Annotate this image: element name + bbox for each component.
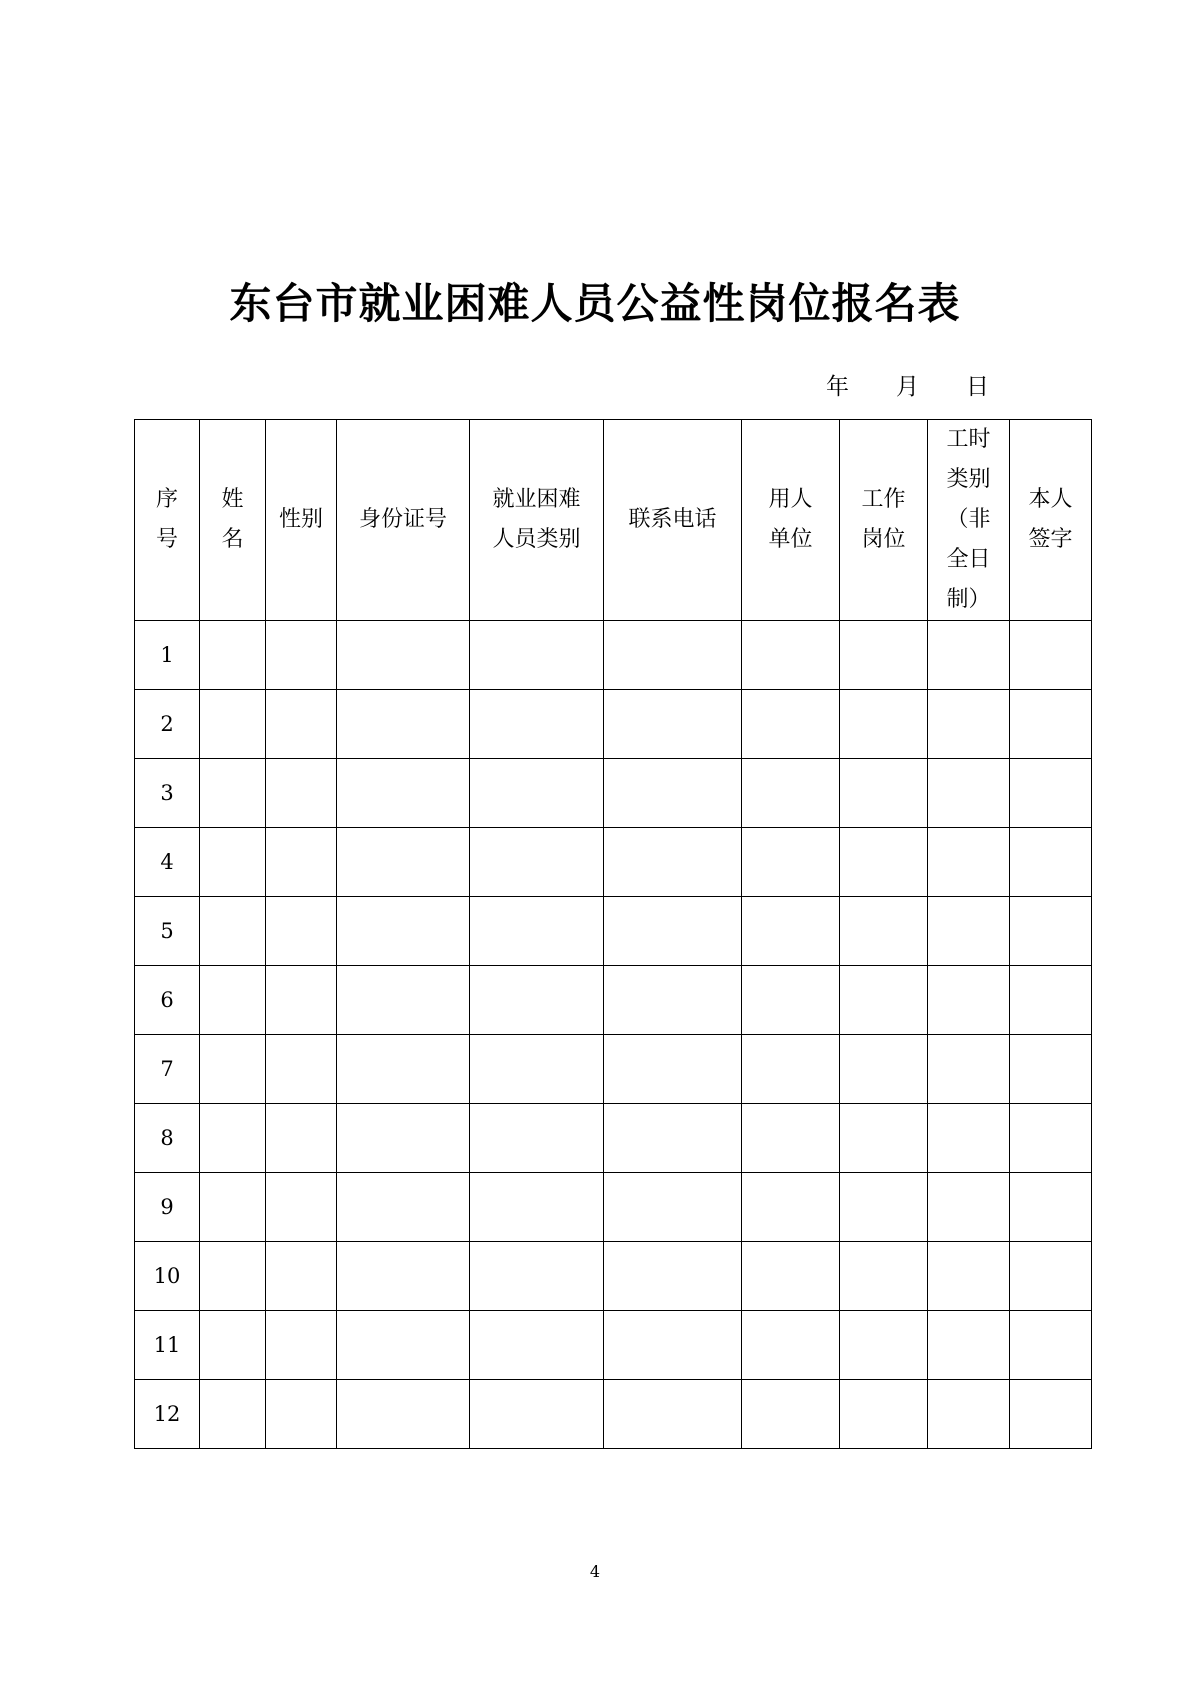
form-cell[interactable] xyxy=(200,759,266,828)
form-cell[interactable] xyxy=(200,1104,266,1173)
form-cell[interactable] xyxy=(928,966,1010,1035)
form-cell[interactable] xyxy=(1010,1173,1092,1242)
column-header xyxy=(337,420,470,621)
form-cell[interactable] xyxy=(604,621,742,690)
form-cell[interactable] xyxy=(840,1242,928,1311)
form-cell[interactable] xyxy=(470,1311,604,1380)
form-cell[interactable] xyxy=(928,1104,1010,1173)
row-number: 7 xyxy=(135,1035,200,1104)
table-row xyxy=(135,1311,1092,1380)
form-cell[interactable] xyxy=(1010,621,1092,690)
row-number: 4 xyxy=(135,828,200,897)
form-cell[interactable] xyxy=(742,759,840,828)
form-cell[interactable] xyxy=(200,1173,266,1242)
column-header-line: 名 xyxy=(221,527,244,552)
form-cell[interactable] xyxy=(1010,1380,1092,1449)
row-number: 1 xyxy=(135,621,200,690)
column-header xyxy=(1010,420,1092,621)
form-cell[interactable] xyxy=(200,1035,266,1104)
column-header-line: 制） xyxy=(946,587,991,612)
form-cell[interactable] xyxy=(337,690,470,759)
table-row xyxy=(135,897,1092,966)
form-cell[interactable] xyxy=(470,1380,604,1449)
form-cell[interactable] xyxy=(266,759,337,828)
row-number: 11 xyxy=(135,1311,200,1380)
column-header-label xyxy=(628,500,716,540)
form-cell[interactable] xyxy=(928,690,1010,759)
table-row xyxy=(135,1104,1092,1173)
form-cell[interactable] xyxy=(337,621,470,690)
column-header xyxy=(470,420,604,621)
row-number: 6 xyxy=(135,966,200,1035)
form-cell[interactable] xyxy=(200,690,266,759)
form-cell[interactable] xyxy=(742,1311,840,1380)
column-header xyxy=(928,420,1010,621)
form-cell[interactable] xyxy=(840,966,928,1035)
column-header xyxy=(200,420,266,621)
form-cell[interactable] xyxy=(337,828,470,897)
form-cell[interactable] xyxy=(200,1380,266,1449)
form-cell[interactable] xyxy=(742,1035,840,1104)
form-cell[interactable] xyxy=(470,690,604,759)
form-cell[interactable] xyxy=(742,897,840,966)
form-cell[interactable] xyxy=(604,1380,742,1449)
form-cell[interactable] xyxy=(1010,1104,1092,1173)
form-cell[interactable] xyxy=(604,828,742,897)
column-header-line: 姓 xyxy=(221,487,244,512)
form-cell[interactable] xyxy=(266,1173,337,1242)
table-row xyxy=(135,966,1092,1035)
form-cell[interactable] xyxy=(604,690,742,759)
form-cell[interactable] xyxy=(200,828,266,897)
form-cell[interactable] xyxy=(742,690,840,759)
table-row xyxy=(135,828,1092,897)
row-number: 9 xyxy=(135,1173,200,1242)
column-header-label xyxy=(156,480,178,560)
form-cell[interactable] xyxy=(266,1311,337,1380)
form-cell[interactable] xyxy=(604,1035,742,1104)
column-header-label xyxy=(768,480,812,560)
column-header-label xyxy=(359,500,447,540)
form-cell[interactable] xyxy=(337,1380,470,1449)
form-cell[interactable] xyxy=(928,1380,1010,1449)
form-cell[interactable] xyxy=(840,1104,928,1173)
column-header-line: 就业困难 xyxy=(492,487,581,512)
form-cell[interactable] xyxy=(604,1242,742,1311)
form-cell[interactable] xyxy=(266,1380,337,1449)
form-cell[interactable] xyxy=(840,828,928,897)
column-header-label xyxy=(221,480,243,560)
form-cell[interactable] xyxy=(470,1104,604,1173)
table-body xyxy=(135,621,1092,1449)
form-cell[interactable] xyxy=(840,621,928,690)
column-header-label xyxy=(492,480,580,560)
column-header-line: 全日 xyxy=(946,547,991,572)
form-cell[interactable] xyxy=(742,966,840,1035)
column-header-line: 身份证号 xyxy=(358,507,447,532)
date-day-label: 日 xyxy=(966,374,989,400)
column-header-label xyxy=(279,500,323,540)
column-header-label xyxy=(1028,480,1072,560)
column-header-line: 性别 xyxy=(278,507,323,532)
column-header xyxy=(135,420,200,621)
form-cell[interactable] xyxy=(200,897,266,966)
registration-table xyxy=(134,419,1092,1449)
form-cell[interactable] xyxy=(1010,1311,1092,1380)
row-number: 12 xyxy=(135,1380,200,1449)
form-cell[interactable] xyxy=(470,759,604,828)
form-cell[interactable] xyxy=(840,897,928,966)
form-cell[interactable] xyxy=(266,690,337,759)
form-cell[interactable] xyxy=(604,759,742,828)
form-cell[interactable] xyxy=(200,966,266,1035)
form-cell[interactable] xyxy=(470,828,604,897)
column-header-line: 人员类别 xyxy=(492,527,581,552)
form-cell[interactable] xyxy=(1010,828,1092,897)
column-header-line: 单位 xyxy=(768,527,813,552)
column-header-line: 序 xyxy=(155,487,178,512)
form-cell[interactable] xyxy=(1010,1242,1092,1311)
form-cell[interactable] xyxy=(840,1311,928,1380)
form-cell[interactable] xyxy=(470,1242,604,1311)
form-cell[interactable] xyxy=(840,690,928,759)
form-cell[interactable] xyxy=(337,1242,470,1311)
form-cell[interactable] xyxy=(266,966,337,1035)
form-cell[interactable] xyxy=(742,1380,840,1449)
date-month-label: 月 xyxy=(896,374,919,400)
form-cell[interactable] xyxy=(742,621,840,690)
form-cell[interactable] xyxy=(337,897,470,966)
column-header xyxy=(266,420,337,621)
form-cell[interactable] xyxy=(266,828,337,897)
form-cell[interactable] xyxy=(266,1035,337,1104)
form-cell[interactable] xyxy=(266,1104,337,1173)
form-cell[interactable] xyxy=(470,1173,604,1242)
column-header-label xyxy=(946,420,990,620)
form-cell[interactable] xyxy=(266,1242,337,1311)
form-cell[interactable] xyxy=(840,759,928,828)
form-cell[interactable] xyxy=(337,1311,470,1380)
row-number: 5 xyxy=(135,897,200,966)
column-header-line: 签字 xyxy=(1028,527,1073,552)
form-cell[interactable] xyxy=(470,621,604,690)
form-cell[interactable] xyxy=(604,966,742,1035)
column-header xyxy=(604,420,742,621)
form-cell[interactable] xyxy=(337,1035,470,1104)
column-header-label xyxy=(861,480,905,560)
form-cell[interactable] xyxy=(742,1173,840,1242)
table-row xyxy=(135,621,1092,690)
column-header-line: （非 xyxy=(946,507,991,532)
form-cell[interactable] xyxy=(840,1035,928,1104)
form-cell[interactable] xyxy=(1010,690,1092,759)
form-cell[interactable] xyxy=(604,1311,742,1380)
form-cell[interactable] xyxy=(1010,1035,1092,1104)
column-header-line: 岗位 xyxy=(861,527,906,552)
table-row xyxy=(135,1242,1092,1311)
form-cell[interactable] xyxy=(604,1173,742,1242)
form-cell[interactable] xyxy=(200,1242,266,1311)
row-number: 2 xyxy=(135,690,200,759)
table-row xyxy=(135,1380,1092,1449)
form-cell[interactable] xyxy=(928,1242,1010,1311)
form-cell[interactable] xyxy=(1010,897,1092,966)
form-cell[interactable] xyxy=(742,1242,840,1311)
form-cell[interactable] xyxy=(604,1104,742,1173)
form-cell[interactable] xyxy=(200,621,266,690)
row-number: 8 xyxy=(135,1104,200,1173)
form-cell[interactable] xyxy=(337,966,470,1035)
page-number: 4 xyxy=(589,1562,601,1581)
column-header-line: 用人 xyxy=(768,487,813,512)
column-header-line: 类别 xyxy=(946,467,991,492)
form-cell[interactable] xyxy=(928,621,1010,690)
form-cell[interactable] xyxy=(928,897,1010,966)
form-cell[interactable] xyxy=(337,759,470,828)
form-cell[interactable] xyxy=(742,828,840,897)
form-cell[interactable] xyxy=(266,897,337,966)
table-row xyxy=(135,690,1092,759)
form-cell[interactable] xyxy=(470,1035,604,1104)
table-header-row xyxy=(135,420,1092,621)
form-cell[interactable] xyxy=(470,966,604,1035)
form-cell[interactable] xyxy=(928,828,1010,897)
form-cell[interactable] xyxy=(470,897,604,966)
column-header-line: 工时 xyxy=(946,427,991,452)
column-header-line: 工作 xyxy=(861,487,906,512)
form-cell[interactable] xyxy=(928,1173,1010,1242)
column-header-line: 号 xyxy=(155,527,178,552)
form-cell[interactable] xyxy=(337,1104,470,1173)
column-header-line: 本人 xyxy=(1028,487,1073,512)
form-cell[interactable] xyxy=(266,621,337,690)
form-cell[interactable] xyxy=(840,1380,928,1449)
form-cell[interactable] xyxy=(1010,759,1092,828)
column-header xyxy=(742,420,840,621)
form-cell[interactable] xyxy=(928,1035,1010,1104)
page-title: 东台市就业困难人员公益性岗位报名表 xyxy=(229,279,961,328)
date-year-label: 年 xyxy=(826,374,849,400)
row-number: 3 xyxy=(135,759,200,828)
form-cell[interactable] xyxy=(604,897,742,966)
table-row xyxy=(135,1173,1092,1242)
table-row xyxy=(135,759,1092,828)
form-cell[interactable] xyxy=(200,1311,266,1380)
row-number: 10 xyxy=(135,1242,200,1311)
form-cell[interactable] xyxy=(337,1173,470,1242)
form-cell[interactable] xyxy=(928,759,1010,828)
form-cell[interactable] xyxy=(1010,966,1092,1035)
form-cell[interactable] xyxy=(928,1311,1010,1380)
form-cell[interactable] xyxy=(742,1104,840,1173)
form-cell[interactable] xyxy=(840,1173,928,1242)
column-header-line: 联系电话 xyxy=(628,507,717,532)
table-row xyxy=(135,1035,1092,1104)
column-header xyxy=(840,420,928,621)
